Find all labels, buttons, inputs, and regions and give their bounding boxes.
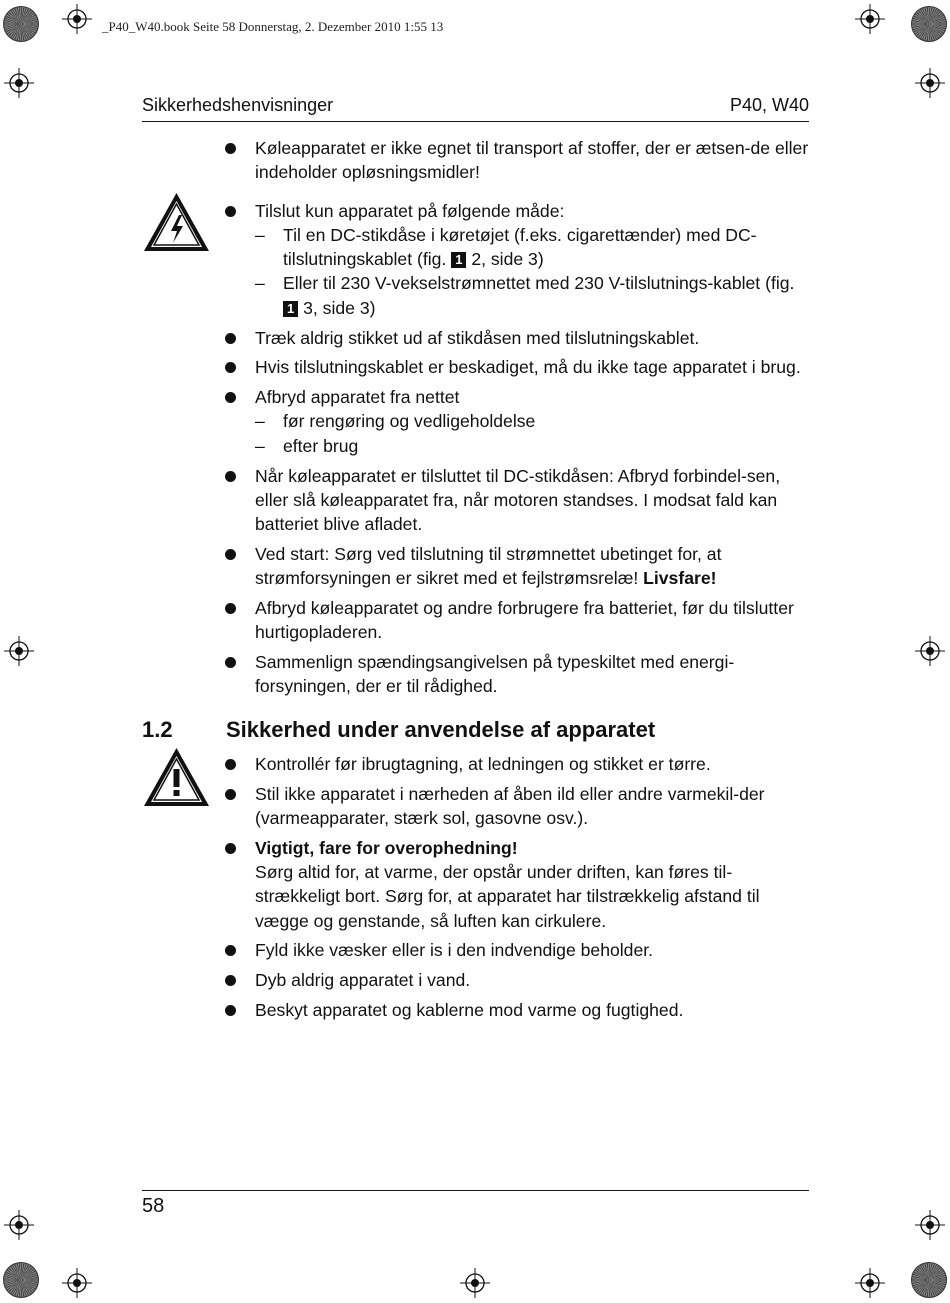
item-text: Hvis tilslutningskablet er beskadiget, må du ikke tage apparatet i brug.	[255, 357, 801, 378]
list-item	[142, 464, 809, 537]
registration-mark-icon	[4, 1210, 34, 1240]
bullet-icon	[225, 975, 236, 986]
bullet-icon	[225, 143, 236, 154]
list-item	[142, 136, 809, 185]
registration-mark-icon	[855, 4, 885, 34]
list-item	[142, 650, 809, 699]
bullet-icon	[225, 843, 236, 854]
item-text: Når køleapparatet er tilsluttet til DC-stikdåsen: Afbryd forbindel-sen, eller slå køleapparatet fra, når motoren standses. I modsat fald kan batteriet blive afladet.	[255, 465, 781, 535]
registration-mark-icon	[460, 1268, 490, 1298]
registration-mark-icon	[62, 4, 92, 34]
registration-mark-icon	[915, 1210, 945, 1240]
item-text: Stil ikke apparatet i nærheden af åben ild eller andre varmekil-der (varmeapparater, stærk sol, gasovne osv.).	[255, 783, 765, 828]
running-header-model: P40, W40	[729, 95, 809, 115]
list-item	[142, 998, 809, 1022]
item-text: Ved start: Sørg ved tilslutning til strømnettet ubetinget for, at strømforsyningen er sikret med et fejlstrømsrelæ!	[255, 543, 722, 589]
item-emphasis: Livsfare!	[643, 568, 717, 589]
page-number: 58	[142, 1195, 165, 1217]
running-header-title: Sikkerhedshenvisninger	[142, 95, 334, 115]
section-title: Sikkerhed under anvendelse af apparatet	[226, 716, 656, 742]
item-text: Træk aldrig stikket ud af stikdåsen med tilslutningskablet.	[255, 327, 700, 348]
item-text: Kontrollér før ibrugtagning, at ledningen og stikket er tørre.	[255, 753, 711, 774]
bullet-icon	[225, 471, 236, 482]
color-bar-disc-icon	[3, 6, 39, 42]
registration-mark-icon	[855, 1268, 885, 1298]
item-text: Sammenlign spændingsangivelsen på typeskiltet med energi-forsyningen, der er til rådighed.	[255, 652, 735, 697]
sub-item: – Eller til 230 V-vekselstrømnettet med 230 V-tilslutnings-kablet (fig. 1 3, side 3)	[255, 273, 795, 318]
section-number: 1.2	[142, 716, 173, 742]
section-heading	[142, 713, 809, 746]
list-item	[142, 326, 809, 350]
item-text: Afbryd apparatet fra nettet	[255, 387, 460, 408]
item-text: Fyld ikke væsker eller is i den indvendige beholder.	[255, 940, 654, 961]
registration-mark-icon	[4, 68, 34, 98]
electrical-hazard-warning-icon	[142, 191, 211, 253]
color-bar-disc-icon	[911, 1262, 947, 1298]
bullet-icon	[225, 789, 236, 800]
list-item	[142, 836, 809, 933]
list-item	[142, 355, 809, 379]
document-body	[142, 136, 809, 1028]
figure-reference-box: 1	[283, 301, 298, 317]
item-text: Beskyt apparatet og kablerne mod varme og fugtighed.	[255, 999, 684, 1020]
item-text: Afbryd køleapparatet og andre forbrugere fra batteriet, før du tilslutter hurtigopladeren.	[255, 598, 794, 643]
item-text: Sørg altid for, at varme, der opstår under driften, kan føres til-strækkeligt bort. Sørg for, at apparatet har tilstrækkelig afstand til vægge og genstande, så luften kan cirkulere.	[255, 861, 760, 931]
bullet-icon	[225, 657, 236, 668]
book-info-line: _P40_W40.book Seite 58 Donnerstag, 2. Dezember 2010 1:55 13	[102, 19, 444, 34]
bullet-icon	[225, 549, 236, 560]
sub-item: – Til en DC-stikdåse i køretøjet (f.eks. cigarettænder) med DC-tilslutningskablet (fig. 1 2, side 3)	[255, 224, 757, 270]
list-item	[142, 938, 809, 962]
footer-rule	[142, 1190, 809, 1191]
registration-mark-icon	[62, 1268, 92, 1298]
bullet-icon	[225, 1005, 236, 1016]
bullet-icon	[225, 759, 236, 770]
sub-item: – før rengøring og vedligeholdelse	[255, 411, 536, 432]
list-item	[142, 968, 809, 992]
bullet-icon	[225, 945, 236, 956]
bullet-icon	[225, 362, 236, 373]
list-item	[142, 596, 809, 645]
list-item	[142, 199, 809, 320]
color-bar-disc-icon	[3, 1262, 39, 1298]
bullet-icon	[225, 392, 236, 403]
bullet-icon	[225, 603, 236, 614]
item-text: Dyb aldrig apparatet i vand.	[255, 970, 471, 991]
list-item	[142, 752, 809, 776]
list-item	[142, 782, 809, 831]
registration-mark-icon	[915, 68, 945, 98]
item-text: Køleapparatet er ikke egnet til transport af stoffer, der er ætsen-de eller indeholder opløsningsmidler!	[255, 138, 809, 183]
bullet-icon	[225, 333, 236, 344]
list-item	[142, 385, 809, 458]
figure-reference-box: 1	[451, 252, 466, 268]
registration-mark-icon	[4, 636, 34, 666]
sub-item: – efter brug	[255, 435, 359, 456]
color-bar-disc-icon	[911, 6, 947, 42]
registration-mark-icon	[915, 636, 945, 666]
header-rule	[142, 121, 809, 122]
bullet-icon	[225, 206, 236, 217]
item-text: Tilslut kun apparatet på følgende måde:	[255, 200, 565, 221]
item-emphasis: Vigtigt, fare for overophedning!	[255, 837, 518, 858]
list-item	[142, 542, 809, 591]
